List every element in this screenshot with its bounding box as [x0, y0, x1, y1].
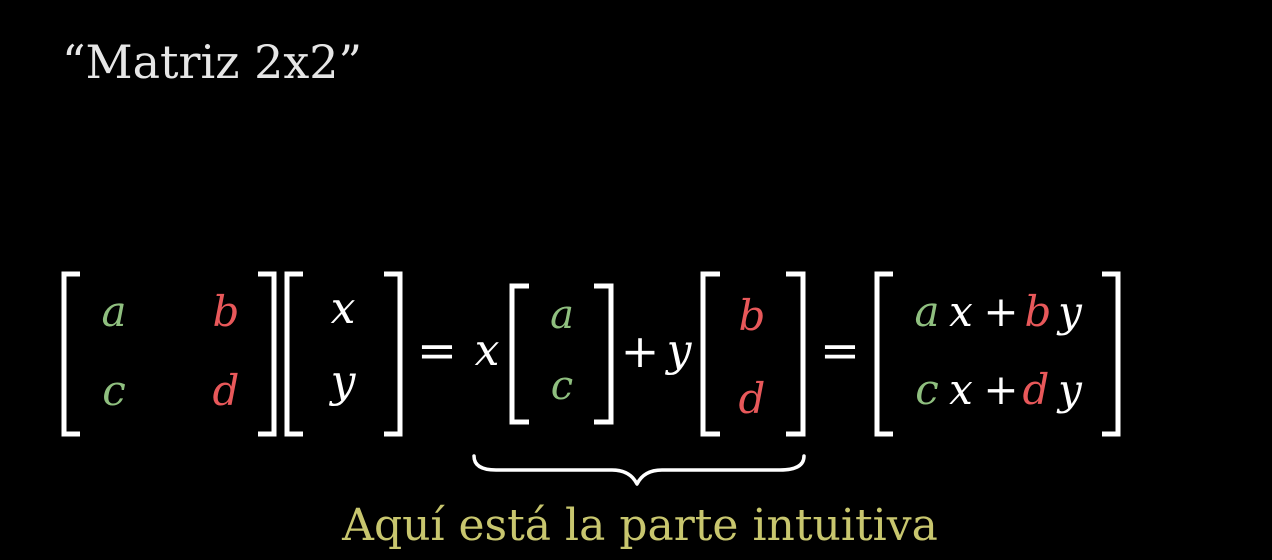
column-entry-a: a: [550, 292, 574, 338]
result-vector: [877, 274, 1118, 434]
input-vector: [287, 274, 400, 434]
result-y-1: y: [1058, 287, 1082, 336]
result-x-2: x: [949, 365, 973, 414]
matrix-entry-a: a: [101, 287, 127, 336]
result-plus-1: +: [983, 287, 1019, 336]
scalar-x: x: [474, 325, 500, 376]
caption-text: Aquí está la parte intuitiva: [342, 500, 938, 551]
result-row-2: [915, 365, 1083, 414]
column-entry-b: b: [738, 291, 766, 340]
column-vector-ac: [512, 286, 611, 422]
left-bracket-vector: [287, 274, 303, 434]
result-b: b: [1024, 287, 1052, 336]
result-a: a: [914, 287, 940, 336]
right-bracket-vector: [384, 274, 400, 434]
result-x-1: x: [949, 287, 973, 336]
right-bracket-matrix: [258, 274, 274, 434]
result-c: c: [915, 365, 939, 414]
right-bracket-ac: [594, 286, 611, 422]
left-bracket-result: [877, 274, 893, 434]
column-vector-bd: [703, 274, 803, 434]
vector-entry-x: x: [330, 283, 356, 334]
underbrace: [474, 456, 804, 484]
equals-sign-1: =: [416, 323, 458, 379]
result-y-2: y: [1058, 365, 1082, 414]
matrix-entry-c: c: [102, 366, 126, 415]
plus-sign-1: +: [620, 324, 660, 378]
scalar-y: y: [666, 325, 692, 376]
result-plus-2: +: [983, 365, 1019, 414]
right-bracket-bd: [786, 274, 803, 434]
right-bracket-result: [1102, 274, 1118, 434]
matrix-entry-b: b: [212, 287, 240, 336]
left-bracket-ac: [512, 286, 529, 422]
equals-sign-2: =: [819, 323, 861, 379]
column-entry-d: d: [738, 374, 766, 423]
result-d: d: [1022, 365, 1050, 414]
vector-entry-y: y: [330, 356, 356, 407]
result-row-1: [914, 287, 1083, 336]
matrix-2x2: [64, 274, 274, 434]
slide-title: “Matriz 2x2”: [62, 35, 363, 89]
left-bracket-bd: [703, 274, 720, 434]
left-bracket-matrix: [64, 274, 80, 434]
column-entry-c: c: [550, 363, 574, 409]
matrix-entry-d: d: [212, 366, 240, 415]
